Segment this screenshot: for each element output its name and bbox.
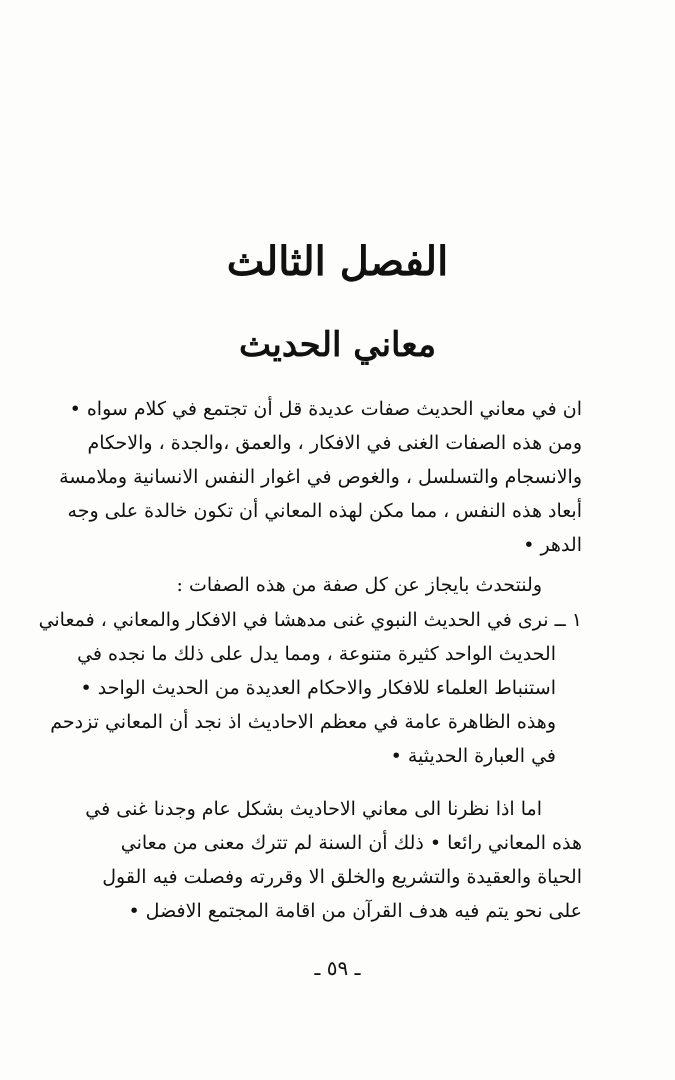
text-line: وهذه الظاهرة عامة في معظم الاحاديث اذ نجد أن المعاني تزدحم	[50, 711, 556, 733]
text-line: أبعاد هذه النفس ، مما مكن لهذه المعاني أن تكون خالدة على وجه	[67, 500, 582, 522]
paragraph-conclusion	[85, 792, 582, 928]
text-line: ١ ــ نرى في الحديث النبوي غنى مدهشا في الافكار والمعاني ، فمعاني	[38, 609, 582, 631]
text-line: والانسجام والتسلسل ، والغوص في اغوار النفس الانسانية وملامسة	[59, 466, 582, 488]
text-line: ومن هذه الصفات الغنى في الافكار ، والعمق ،والجدة ، والاحكام	[87, 432, 582, 454]
text-line: اما اذا نظرنا الى معاني الاحاديث بشكل عام وجدنا غنى في	[85, 798, 542, 820]
text-line: ان في معاني الحديث صفات عديدة قل أن تجتمع في كلام سواه •	[69, 398, 582, 420]
page-number: ـ ٥٩ ـ	[314, 956, 361, 980]
text-line: استنباط العلماء للافكار والاحكام العديدة من الحديث الواحد •	[80, 677, 556, 699]
list-item-1	[38, 603, 582, 773]
text-line: هذه المعاني رائعا • ذلك أن السنة لم تترك معنى من معاني	[120, 832, 582, 854]
text-line: ولنتحدث بايجاز عن كل صفة من هذه الصفات :	[176, 574, 542, 596]
text-line: الدهر •	[523, 534, 582, 556]
chapter-title: الفصل الثالث	[226, 238, 449, 285]
text-line: الحديث الواحد كثيرة متنوعة ، ومما يدل على ذلك ما نجده في	[77, 643, 556, 665]
section-title: معاني الحديث	[238, 325, 437, 365]
paragraph-transition	[92, 568, 582, 602]
text-line: في العبارة الحديثية •	[390, 745, 556, 767]
paragraph-intro	[59, 392, 582, 562]
text-line: على نحو يتم فيه هدف القرآن من اقامة المجتمع الافضل •	[128, 900, 582, 922]
text-line: الحياة والعقيدة والتشريع والخلق الا وقررته وفصلت فيه القول	[102, 866, 582, 888]
